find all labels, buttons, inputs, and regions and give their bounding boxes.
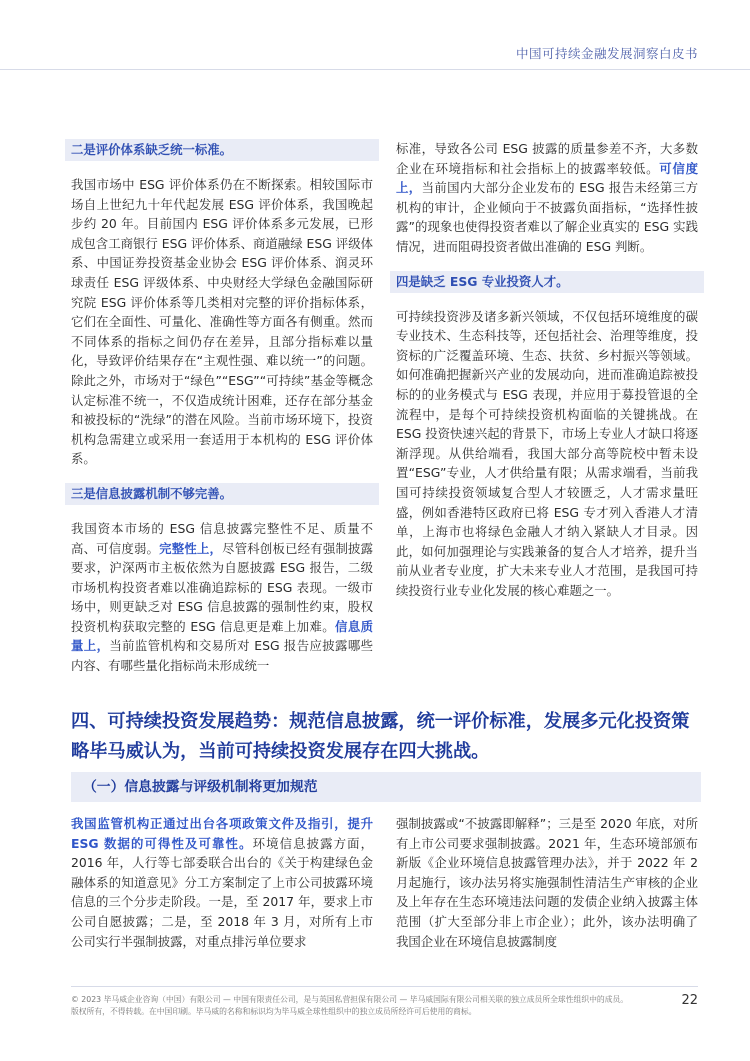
subsection-title: （一）信息披露与评级机制将更加规范 (71, 772, 701, 802)
page-number: 22 (681, 993, 698, 1008)
highlight-regulation: 我国监管机构正通过出台各项政策文件及指引，提升 ESG 数据的可得性及可靠性。 (71, 816, 373, 851)
text: 当前监管机构和交易所对 ESG 报告应披露哪些内容、有哪些量化指标尚未形成统一 (71, 638, 373, 674)
highlight-credibility: 可信度上， (396, 160, 698, 196)
footer-line-2: 版权所有，不得转载。在中国印刷。毕马威的名称和标识均为毕马威全球性组织中的独立成员所经许可后使用的商标。 (71, 1007, 477, 1016)
header-divider (0, 69, 750, 70)
footer-divider (71, 986, 698, 987)
highlight-quality: 信息质量上， (71, 618, 373, 654)
section-title: 四、可持续投资发展趋势：规范信息披露，统一评价标准，发展多元化投资策略毕马威认为，当前可持续投资发展存在四大挑战。 (71, 711, 690, 762)
text: 标准，导致各公司 ESG 披露的质量参差不齐，大多数企业在环境指标和社会指标上的披露率较低。 (396, 141, 698, 176)
left-column (71, 139, 373, 676)
heading-point-2: 二是评价体系缺乏统一标准。 (65, 139, 379, 161)
right-column (396, 139, 698, 600)
text: 尽管科创板已经有强制披露要求，沪深两市主板依然为自愿披露 ESG 报告，二级市场机构投资者难以准确追踪标的 ESG 表现。一级市场中，则更缺乏对 ESG 信息披露的强制性约束，股权投资机构获取完整的 ESG 信息更是难上加难。 (71, 540, 374, 634)
paragraph-evaluation-system: 我国市场中 ESG 评价体系仍在不断探索。相较国际市场自上世纪九十年代起发展 ESG 评价体系，我国晚起步约 20 年。目前国内 ESG 评价体系多元发展，已形成包含工商银行 ESG 评价体系、商道融绿 ESG 评级体系、中国证券投资基金业协会 ESG 评价体系、润灵环球责任 ESG 评级体系、中央财经大学绿色金融国际研究院 ESG 评价体系等几类相对完整的评价指标体系，它们在全面性、可量化、准确性等方面各有侧重。然而不同体系的指标之间仍存在差异，且部分指标难以量化，导致评价结果存在“主观性强、难以统一”的问题。除此之外，市场对于“绿色”“ESG”“可持续”基金等概念认定标准不统一，不仅造成统计困难，还存在部分基金和被投标的“洗绿”的潜在风险。当前市场环境下，投资机构急需建立或采用一套适用于本机构的 ESG 评价体系。 (71, 177, 373, 467)
paragraph-talent: 可持续投资涉及诸多新兴领域，不仅包括环境维度的碳专业技术、生态科技等，还包括社会、治理等维度，投资标的广泛覆盖环境、生态、扶贫、乡村振兴等领域。如何准确把握新兴产业的发展动向，进而准确追踪被投标的的业务模式与 ESG 表现，并应用于募投管退的全流程中，是每个可持续投资机构面临的关键挑战。在 ESG 投资快速兴起的背景下，市场上专业人才缺口将逐渐浮现。从供给端看，我国大部分高等院校中暂未设置“ESG”专业，人才供给量有限；从需求端看，当前我国可持续投资领域复合型人才较匮乏，人才需求量旺盛，例如香港特区政府已将 ESG 专才列入香港人才清单，上海市也将绿色金融人才纳入紧缺人才目录。因此，如何加强理论与实践兼备的复合人才培养，提升当前从业者专业度，扩大未来专业人才范围，是我国可持续投资行业专业化发展的核心难题之一。 (396, 308, 698, 598)
footer-copyright (71, 994, 631, 1018)
paragraph-disclosure-cont (396, 139, 698, 257)
paragraph-regulation (71, 814, 373, 951)
paragraph-disclosure (71, 519, 373, 676)
section-left-column (71, 814, 373, 951)
heading-point-4: 四是缺乏 ESG 专业投资人才。 (390, 271, 704, 293)
section-right-column (396, 814, 698, 951)
highlight-completeness: 完整性上， (159, 540, 223, 556)
heading-point-3: 三是信息披露机制不够完善。 (65, 483, 379, 505)
running-header: 中国可持续金融发展洞察白皮书 (515, 46, 698, 61)
text: 环境信息披露方面，2016 年，人行等七部委联合出台的《关于构建绿色金融体系的知道意见》分工方案制定了上市公司披露环境信息的三个分步走阶段。一是，至 2017 年，要求上市公司自愿披露；二是，至 2018 年 3 月，对所有上市公司实行半强制披露，对重点排污单位要求 (71, 835, 374, 949)
footer-line-1: © 2023 毕马威企业咨询（中国）有限公司 — 中国有限责任公司，是与英国私营担保有限公司 — 毕马威国际有限公司相关联的独立成员所全球性组织中的成员。 (71, 995, 629, 1004)
text: 当前国内大部分企业发布的 ESG 报告未经第三方机构的审计，企业倾向于不披露负面指标，“选择性披露”的现象也使得投资者难以了解企业真实的 ESG 实践情况，进而阻碍投资者做出准确的 ESG 判断。 (396, 180, 698, 254)
paragraph-regulation-cont: 强制披露或“不披露即解释”；三是至 2020 年底，对所有上市公司要求强制披露。2021 年，生态环境部颁布新版《企业环境信息披露管理办法》，并于 2022 年 2 月起施行，该办法另将实施强制性清洁生产审核的企业及上年存在生态环境违法问题的发债企业纳入披露主体范围（扩大至部分非上市企业）；此外，该办法明确了我国企业在环境信息披露制度 (396, 816, 698, 949)
text: 我国资本市场的 ESG 信息披露完整性不足、质量不高、可信度弱。 (71, 520, 373, 556)
